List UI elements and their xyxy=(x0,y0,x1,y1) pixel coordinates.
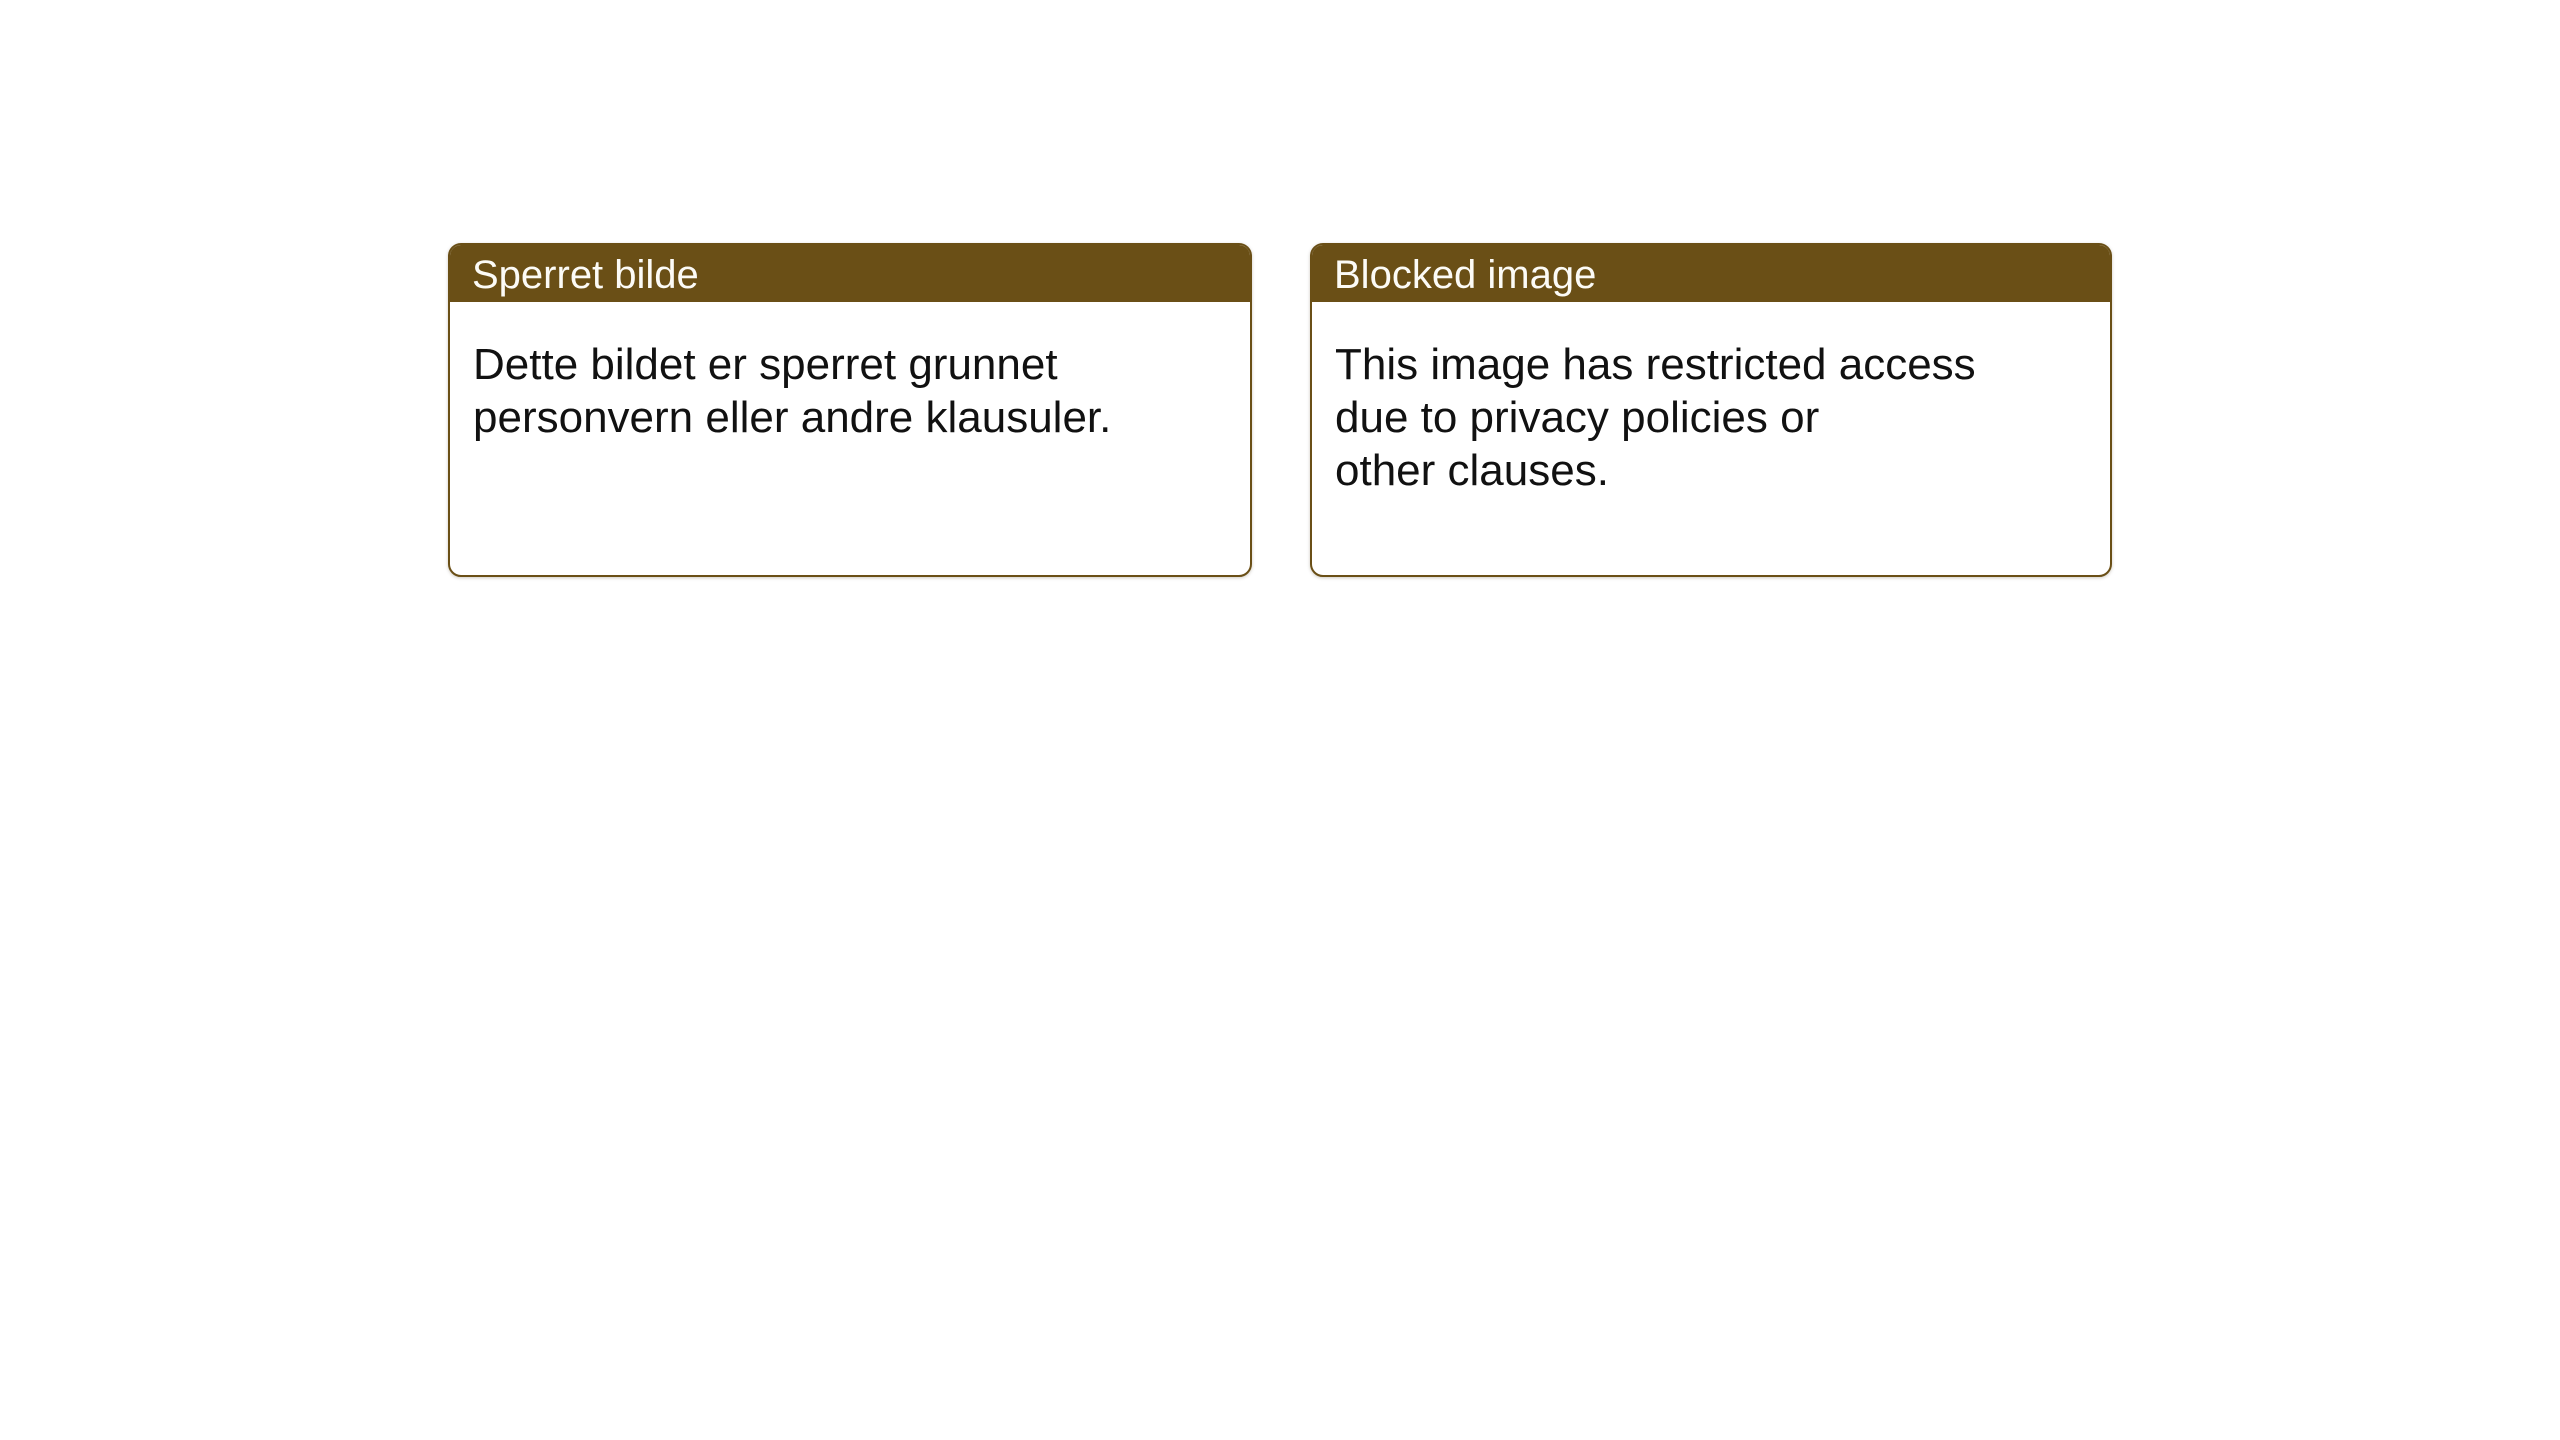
notice-text-line: due to privacy policies or xyxy=(1335,393,1820,442)
blocked-image-card-norwegian xyxy=(448,243,1252,577)
card-body xyxy=(1312,302,2110,497)
card-title: Sperret bilde xyxy=(472,252,699,297)
notice-text-line: Dette bildet er sperret grunnet xyxy=(473,340,1058,389)
notice-text-line: other clauses. xyxy=(1335,446,1609,495)
card-title: Blocked image xyxy=(1334,252,1597,297)
notice-text-line: This image has restricted access xyxy=(1335,340,1976,389)
notice-text-line: personvern eller andre klausuler. xyxy=(473,393,1112,442)
card-header xyxy=(450,245,1250,302)
blocked-image-card-english xyxy=(1310,243,2112,577)
card-body xyxy=(450,302,1250,444)
card-header xyxy=(1312,245,2110,302)
